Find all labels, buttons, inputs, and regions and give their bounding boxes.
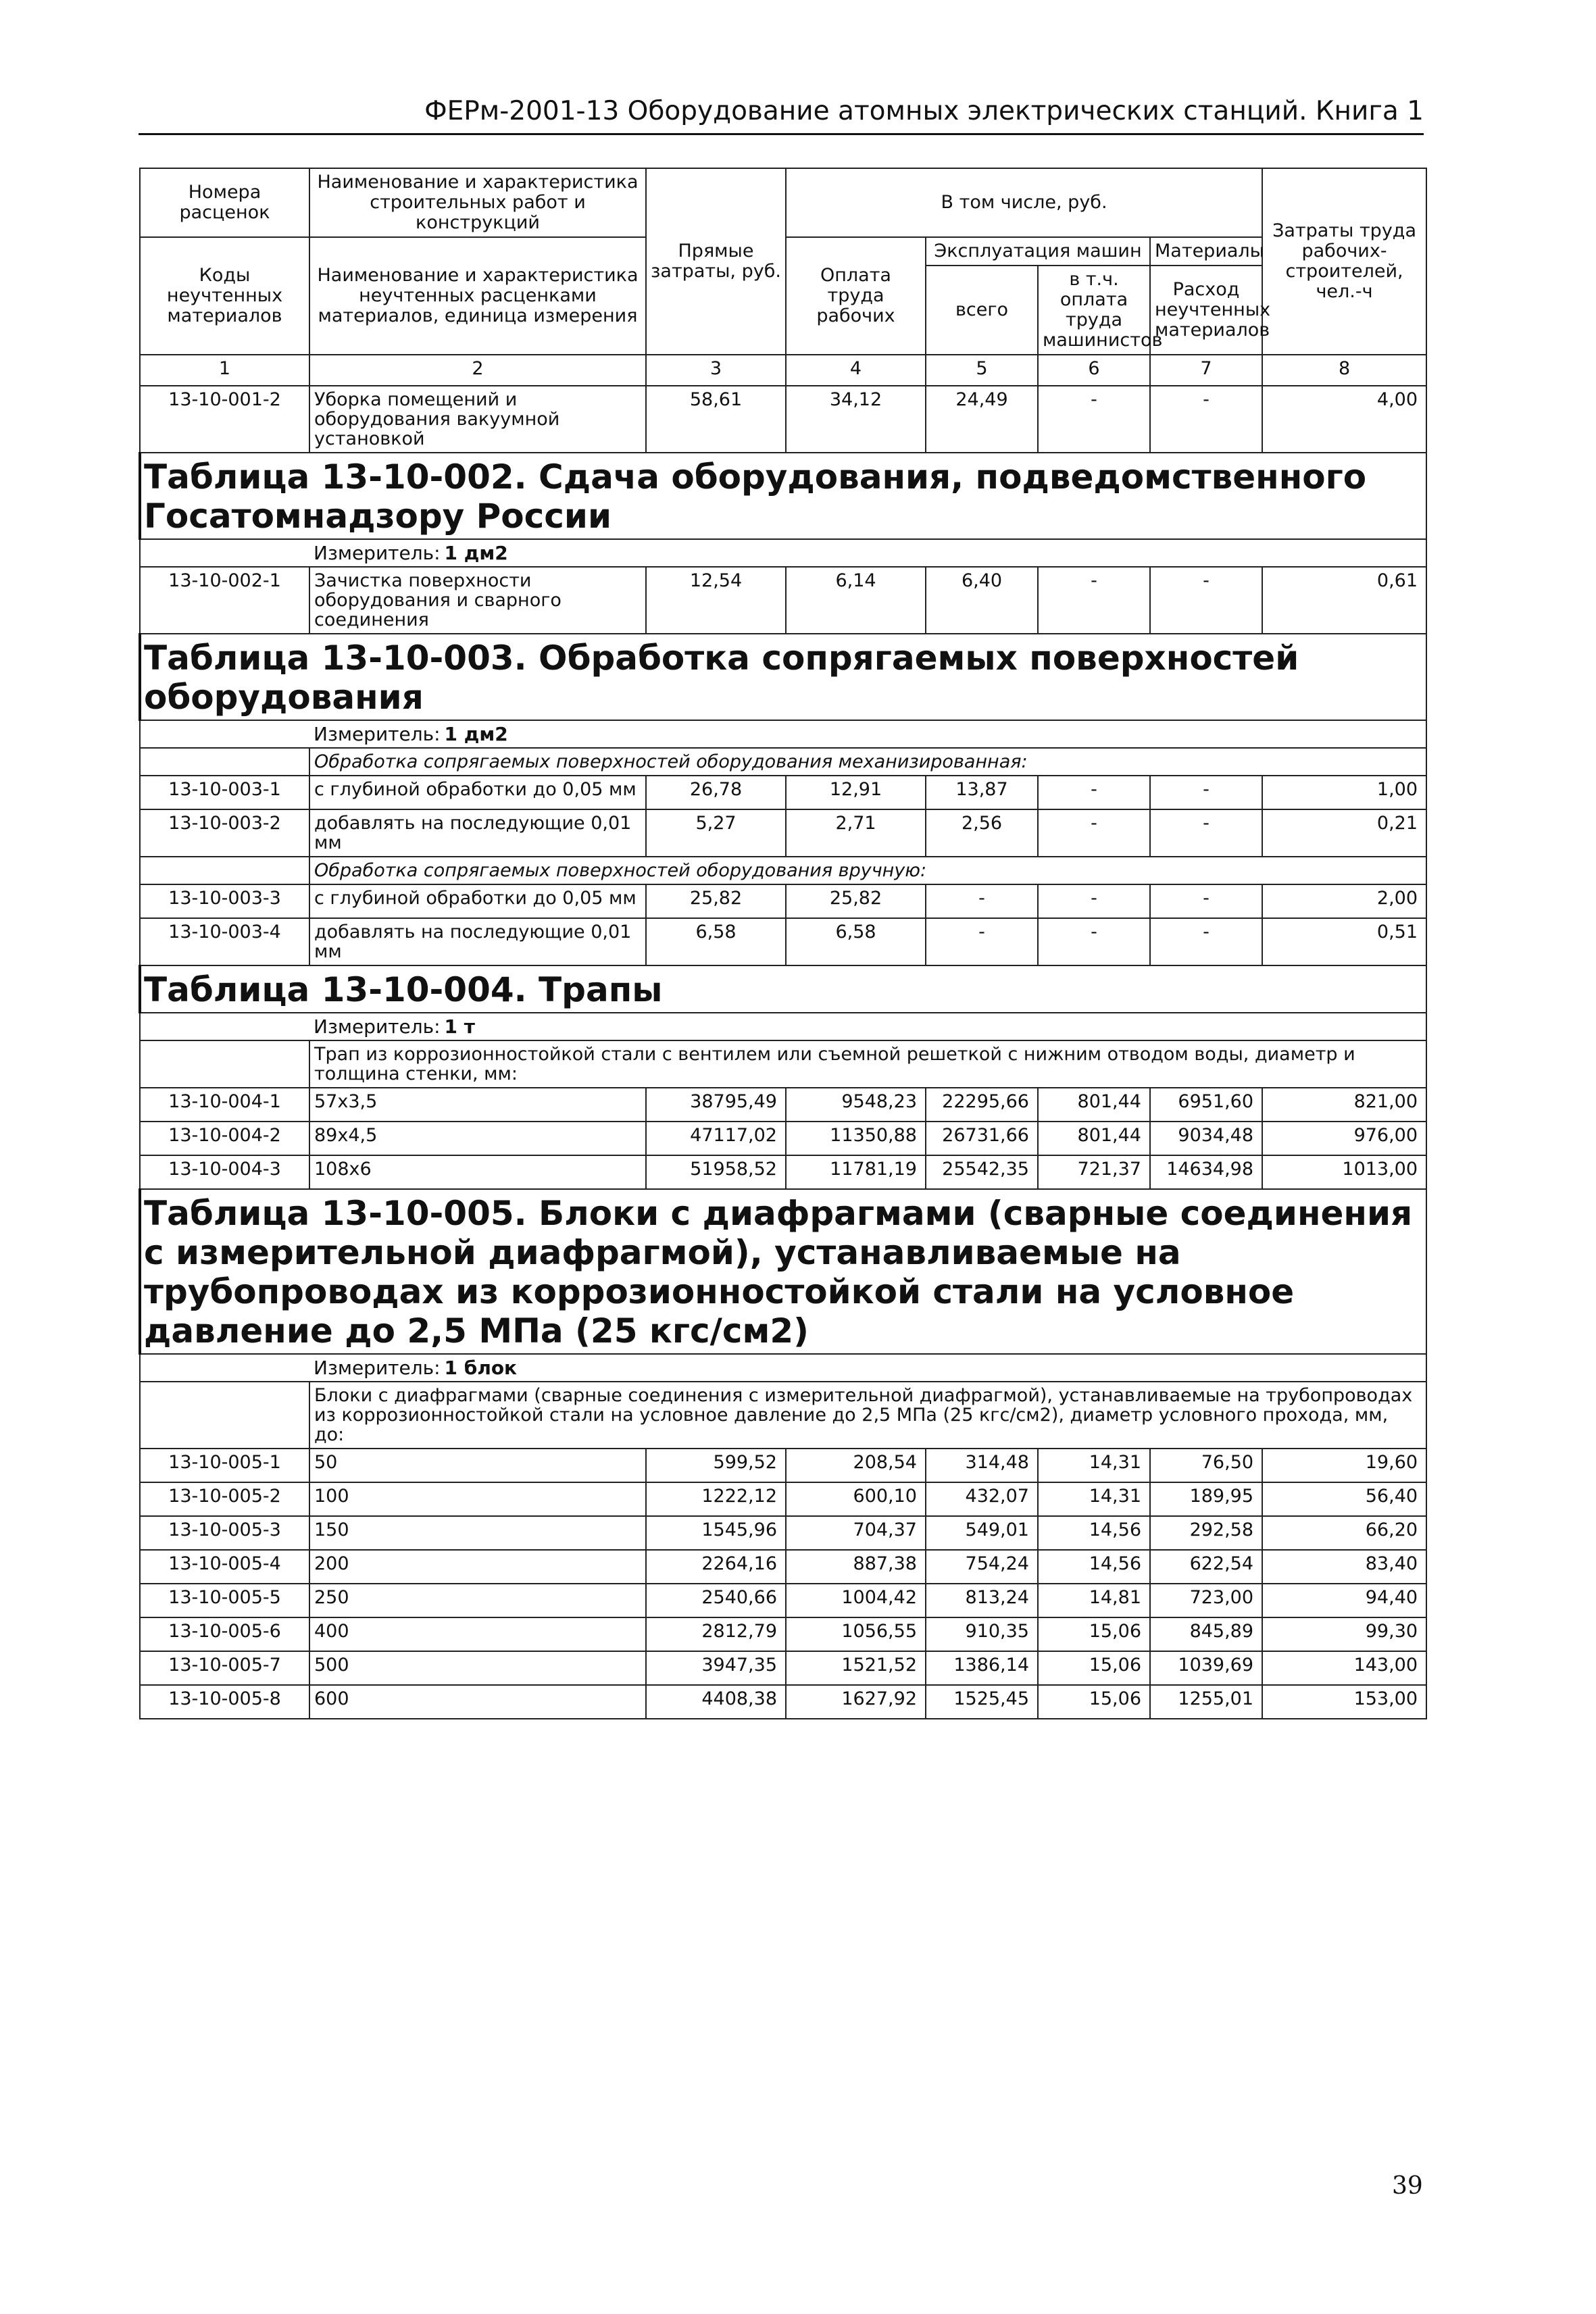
machines-cost: 13,87 <box>926 776 1038 809</box>
col-header-zatraty: Затраты труда рабочих-строителей, чел.-ч <box>1262 168 1426 355</box>
direct-cost: 599,52 <box>646 1449 786 1482</box>
meter <box>309 1354 1426 1382</box>
rate-name: Уборка помещений и оборудования вакуумной установкой <box>309 386 646 453</box>
section-caption: Обработка сопрягаемых поверхностей оборудования вручную: <box>309 857 1426 884</box>
rate-code: 13-10-004-2 <box>140 1122 309 1155</box>
col-header-pryamye: Прямые затраты, руб. <box>646 168 786 355</box>
machines-cost: 22295,66 <box>926 1088 1038 1122</box>
machines-cost: 813,24 <box>926 1584 1038 1617</box>
rate-code: 13-10-002-1 <box>140 567 309 634</box>
meter-row <box>140 1354 1426 1382</box>
labor-hours: 1,00 <box>1262 776 1426 809</box>
direct-cost: 26,78 <box>646 776 786 809</box>
page-number: 39 <box>1392 2172 1423 2200</box>
section-caption: Блоки с диафрагмами (сварные соединения с измерительной диафрагмой), устанавливаемые на трубопроводах из коррозионностойкой стали на условное давление до 2,5 МПа (25 кгс/см2), диаметр условного прохода, мм, до: <box>309 1382 1426 1449</box>
col-header-vtch: в т.ч. оплата труда машинистов <box>1038 266 1150 355</box>
operators-cost: 14,56 <box>1038 1516 1150 1550</box>
table-row <box>140 1155 1426 1189</box>
operators-cost: 15,06 <box>1038 1617 1150 1651</box>
direct-cost: 38795,49 <box>646 1088 786 1122</box>
direct-cost: 1545,96 <box>646 1516 786 1550</box>
direct-cost: 2264,16 <box>646 1550 786 1584</box>
labor-cost: 25,82 <box>786 884 926 918</box>
section-row <box>140 1040 1426 1088</box>
rate-code: 13-10-001-2 <box>140 386 309 453</box>
rate-name: с глубиной обработки до 0,05 мм <box>309 776 646 809</box>
table-row <box>140 776 1426 809</box>
meter <box>309 1013 1426 1040</box>
col-number: 3 <box>646 355 786 386</box>
rate-name: с глубиной обработки до 0,05 мм <box>309 884 646 918</box>
rate-name: 89x4,5 <box>309 1122 646 1155</box>
direct-cost: 47117,02 <box>646 1122 786 1155</box>
operators-cost: - <box>1038 386 1150 453</box>
col-number: 4 <box>786 355 926 386</box>
operators-cost: - <box>1038 918 1150 965</box>
labor-cost: 1627,92 <box>786 1685 926 1719</box>
labor-hours: 56,40 <box>1262 1482 1426 1516</box>
rate-name: добавлять на последующие 0,01 мм <box>309 918 646 965</box>
labor-hours: 99,30 <box>1262 1617 1426 1651</box>
rate-name: 400 <box>309 1617 646 1651</box>
section-caption: Трап из коррозионностойкой стали с вентилем или съемной решеткой с нижним отводом воды, диаметр и толщина стенки, мм: <box>309 1040 1426 1088</box>
materials-cost: 76,50 <box>1150 1449 1262 1482</box>
labor-cost: 1004,42 <box>786 1584 926 1617</box>
materials-cost: - <box>1150 776 1262 809</box>
col-number: 8 <box>1262 355 1426 386</box>
direct-cost: 58,61 <box>646 386 786 453</box>
rate-code: 13-10-005-3 <box>140 1516 309 1550</box>
rate-code: 13-10-003-4 <box>140 918 309 965</box>
table-row <box>140 1516 1426 1550</box>
table-title: Таблица 13-10-003. Обработка сопрягаемых поверхностей оборудования <box>140 634 1426 720</box>
operators-cost: 14,31 <box>1038 1482 1150 1516</box>
rate-name: 600 <box>309 1685 646 1719</box>
labor-hours: 0,21 <box>1262 809 1426 857</box>
materials-cost: - <box>1150 884 1262 918</box>
meter-value: 1 дм2 <box>444 542 508 564</box>
rate-name: Зачистка поверхности оборудования и сварного соединения <box>309 567 646 634</box>
meter-label: Измеритель: <box>314 723 441 745</box>
operators-cost: - <box>1038 884 1150 918</box>
labor-cost: 887,38 <box>786 1550 926 1584</box>
col-number: 5 <box>926 355 1038 386</box>
table-row <box>140 1088 1426 1122</box>
rate-code: 13-10-003-2 <box>140 809 309 857</box>
col-header-v-tom-chisle: В том числе, руб. <box>786 168 1262 237</box>
materials-cost: - <box>1150 809 1262 857</box>
meter-value: 1 блок <box>444 1357 518 1379</box>
machines-cost: 754,24 <box>926 1550 1038 1584</box>
col-header-oplata: Оплата труда рабочих <box>786 237 926 355</box>
rate-name: 500 <box>309 1651 646 1685</box>
section-caption: Обработка сопрягаемых поверхностей оборудования механизированная: <box>309 748 1426 776</box>
table-title-row <box>140 634 1426 720</box>
meter-label: Измеритель: <box>314 1357 441 1379</box>
operators-cost: - <box>1038 776 1150 809</box>
table-row <box>140 809 1426 857</box>
labor-cost: 600,10 <box>786 1482 926 1516</box>
col-header-rashod: Расход неучтенных материалов <box>1150 266 1262 355</box>
meter-value: 1 дм2 <box>444 723 508 745</box>
machines-cost: 24,49 <box>926 386 1038 453</box>
labor-cost: 2,71 <box>786 809 926 857</box>
col-number: 1 <box>140 355 309 386</box>
operators-cost: 15,06 <box>1038 1685 1150 1719</box>
table-row <box>140 567 1426 634</box>
table-title: Таблица 13-10-002. Сдача оборудования, подведомственного Госатомнадзору России <box>140 453 1426 539</box>
col-header-kody: Коды неучтенных материалов <box>140 237 309 355</box>
rate-code: 13-10-005-6 <box>140 1617 309 1651</box>
labor-hours: 0,51 <box>1262 918 1426 965</box>
materials-cost: 845,89 <box>1150 1617 1262 1651</box>
rate-name: добавлять на последующие 0,01 мм <box>309 809 646 857</box>
section-row <box>140 1382 1426 1449</box>
direct-cost: 5,27 <box>646 809 786 857</box>
rate-name: 108x6 <box>309 1155 646 1189</box>
col-header-vsego: всего <box>926 266 1038 355</box>
operators-cost: 14,31 <box>1038 1449 1150 1482</box>
meter <box>309 539 1426 567</box>
labor-cost: 704,37 <box>786 1516 926 1550</box>
table-title-row <box>140 965 1426 1013</box>
rate-code: 13-10-003-3 <box>140 884 309 918</box>
materials-cost: - <box>1150 567 1262 634</box>
meter-row <box>140 539 1426 567</box>
direct-cost: 12,54 <box>646 567 786 634</box>
meter-value: 1 т <box>444 1015 475 1038</box>
table-row <box>140 1122 1426 1155</box>
rates-table <box>139 168 1427 1719</box>
rate-code: 13-10-005-2 <box>140 1482 309 1516</box>
labor-hours: 94,40 <box>1262 1584 1426 1617</box>
operators-cost: 801,44 <box>1038 1122 1150 1155</box>
labor-hours: 821,00 <box>1262 1088 1426 1122</box>
operators-cost: 15,06 <box>1038 1651 1150 1685</box>
rate-name: 50 <box>309 1449 646 1482</box>
operators-cost: - <box>1038 809 1150 857</box>
table-title-row <box>140 453 1426 539</box>
header-row-1 <box>140 168 1426 237</box>
col-header-naim2: Наименование и характеристика неучтенных расценками материалов, единица измерения <box>309 237 646 355</box>
direct-cost: 1222,12 <box>646 1482 786 1516</box>
direct-cost: 6,58 <box>646 918 786 965</box>
table-row <box>140 1482 1426 1516</box>
col-number: 7 <box>1150 355 1262 386</box>
materials-cost: 189,95 <box>1150 1482 1262 1516</box>
operators-cost: 721,37 <box>1038 1155 1150 1189</box>
machines-cost: - <box>926 884 1038 918</box>
labor-hours: 4,00 <box>1262 386 1426 453</box>
labor-hours: 83,40 <box>1262 1550 1426 1584</box>
table-row <box>140 1617 1426 1651</box>
direct-cost: 25,82 <box>646 884 786 918</box>
labor-cost: 11781,19 <box>786 1155 926 1189</box>
materials-cost: - <box>1150 386 1262 453</box>
rate-name: 100 <box>309 1482 646 1516</box>
labor-cost: 1521,52 <box>786 1651 926 1685</box>
machines-cost: 6,40 <box>926 567 1038 634</box>
materials-cost: 292,58 <box>1150 1516 1262 1550</box>
meter-label: Измеритель: <box>314 1015 441 1038</box>
rate-name: 57x3,5 <box>309 1088 646 1122</box>
rate-name: 150 <box>309 1516 646 1550</box>
table-title: Таблица 13-10-005. Блоки с диафрагмами (сварные соединения с измерительной диафрагмой), устанавливаемые на трубопроводах из коррозионностойкой стали на условное давление до 2,5 МПа (25 кгс/см2) <box>140 1189 1426 1354</box>
table-row <box>140 1685 1426 1719</box>
operators-cost: 14,56 <box>1038 1550 1150 1584</box>
table-title-row <box>140 1189 1426 1354</box>
section-row <box>140 748 1426 776</box>
materials-cost: 9034,48 <box>1150 1122 1262 1155</box>
column-numbers-row <box>140 355 1426 386</box>
col-number: 6 <box>1038 355 1150 386</box>
col-number: 2 <box>309 355 646 386</box>
machines-cost: - <box>926 918 1038 965</box>
labor-hours: 143,00 <box>1262 1651 1426 1685</box>
table-row <box>140 1550 1426 1584</box>
machines-cost: 549,01 <box>926 1516 1038 1550</box>
table-title: Таблица 13-10-004. Трапы <box>140 965 1426 1013</box>
labor-cost: 34,12 <box>786 386 926 453</box>
col-header-naim1: Наименование и характеристика строительных работ и конструкций <box>309 168 646 237</box>
table-row <box>140 1651 1426 1685</box>
labor-hours: 0,61 <box>1262 567 1426 634</box>
rate-code: 13-10-005-1 <box>140 1449 309 1482</box>
section-row <box>140 857 1426 884</box>
rate-code: 13-10-005-8 <box>140 1685 309 1719</box>
meter-row <box>140 720 1426 748</box>
table-row <box>140 918 1426 965</box>
machines-cost: 432,07 <box>926 1482 1038 1516</box>
direct-cost: 51958,52 <box>646 1155 786 1189</box>
meter-row <box>140 1013 1426 1040</box>
rate-code: 13-10-003-1 <box>140 776 309 809</box>
labor-hours: 976,00 <box>1262 1122 1426 1155</box>
machines-cost: 26731,66 <box>926 1122 1038 1155</box>
table-row <box>140 386 1426 453</box>
rate-code: 13-10-004-1 <box>140 1088 309 1122</box>
rate-code: 13-10-005-4 <box>140 1550 309 1584</box>
labor-hours: 2,00 <box>1262 884 1426 918</box>
labor-cost: 11350,88 <box>786 1122 926 1155</box>
table-row <box>140 884 1426 918</box>
machines-cost: 25542,35 <box>926 1155 1038 1189</box>
labor-cost: 9548,23 <box>786 1088 926 1122</box>
labor-cost: 6,14 <box>786 567 926 634</box>
operators-cost: - <box>1038 567 1150 634</box>
col-header-nomera: Номера расценок <box>140 168 309 237</box>
labor-hours: 19,60 <box>1262 1449 1426 1482</box>
machines-cost: 1525,45 <box>926 1685 1038 1719</box>
rate-name: 200 <box>309 1550 646 1584</box>
direct-cost: 2812,79 <box>646 1617 786 1651</box>
labor-hours: 1013,00 <box>1262 1155 1426 1189</box>
materials-cost: - <box>1150 918 1262 965</box>
labor-hours: 153,00 <box>1262 1685 1426 1719</box>
col-header-materialy: Материалы <box>1150 237 1262 266</box>
machines-cost: 2,56 <box>926 809 1038 857</box>
labor-cost: 6,58 <box>786 918 926 965</box>
machines-cost: 910,35 <box>926 1617 1038 1651</box>
labor-cost: 1056,55 <box>786 1617 926 1651</box>
labor-hours: 66,20 <box>1262 1516 1426 1550</box>
materials-cost: 6951,60 <box>1150 1088 1262 1122</box>
page-header: ФЕРм-2001-13 Оборудование атомных электрических станций. Книга 1 <box>139 91 1424 135</box>
materials-cost: 622,54 <box>1150 1550 1262 1584</box>
rate-code: 13-10-004-3 <box>140 1155 309 1189</box>
rate-code: 13-10-005-5 <box>140 1584 309 1617</box>
materials-cost: 1255,01 <box>1150 1685 1262 1719</box>
direct-cost: 4408,38 <box>646 1685 786 1719</box>
table-row <box>140 1584 1426 1617</box>
labor-cost: 208,54 <box>786 1449 926 1482</box>
materials-cost: 14634,98 <box>1150 1155 1262 1189</box>
direct-cost: 2540,66 <box>646 1584 786 1617</box>
table-row <box>140 1449 1426 1482</box>
col-header-ekspl: Эксплуатация машин <box>926 237 1150 266</box>
meter-label: Измеритель: <box>314 542 441 564</box>
materials-cost: 723,00 <box>1150 1584 1262 1617</box>
rate-code: 13-10-005-7 <box>140 1651 309 1685</box>
meter <box>309 720 1426 748</box>
machines-cost: 1386,14 <box>926 1651 1038 1685</box>
operators-cost: 14,81 <box>1038 1584 1150 1617</box>
operators-cost: 801,44 <box>1038 1088 1150 1122</box>
materials-cost: 1039,69 <box>1150 1651 1262 1685</box>
labor-cost: 12,91 <box>786 776 926 809</box>
machines-cost: 314,48 <box>926 1449 1038 1482</box>
rate-name: 250 <box>309 1584 646 1617</box>
direct-cost: 3947,35 <box>646 1651 786 1685</box>
